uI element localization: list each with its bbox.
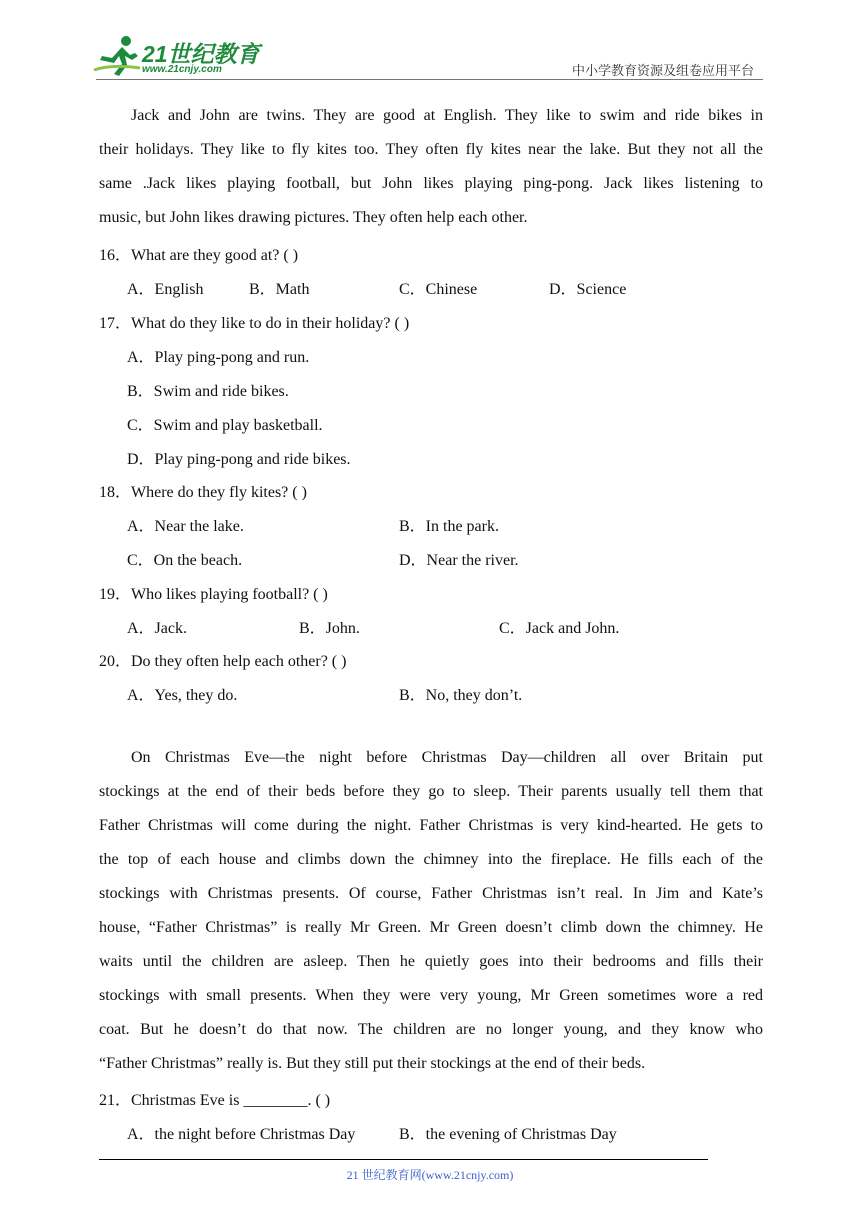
option-18-a: A．Near the lake. bbox=[127, 518, 244, 535]
passage-2-line: “Father Christmas” really is. But they still put their stockings at the end of their beds. bbox=[99, 1055, 646, 1072]
logo-url: www.21cnjy.com bbox=[142, 64, 222, 75]
question-18: 18．Where do they fly kites? ( ) bbox=[99, 484, 307, 501]
option-16-d: D．Science bbox=[549, 281, 627, 298]
option-21-b: B．the evening of Christmas Day bbox=[399, 1126, 617, 1143]
question-20: 20．Do they often help each other? ( ) bbox=[99, 653, 347, 670]
passage-2-line: stockings with Christmas presents. Of course, Father Christmas isn’t real. In Jim and Kate’s bbox=[99, 885, 763, 902]
passage-1 bbox=[99, 99, 763, 235]
option-17-d: D．Play ping-pong and ride bikes. bbox=[127, 451, 351, 468]
question-21: 21．Christmas Eve is ________. ( ) bbox=[99, 1092, 331, 1109]
header-divider bbox=[96, 79, 763, 80]
option-18-c: C．On the beach. bbox=[127, 552, 243, 569]
option-20-a: A．Yes, they do. bbox=[127, 687, 238, 704]
passage-1-line: music, but John likes drawing pictures. They often help each other. bbox=[99, 209, 528, 226]
option-17-c: C．Swim and play basketball. bbox=[127, 417, 323, 434]
passage-2-line: the top of each house and climbs down the chimney into the fireplace. He fills each of the bbox=[99, 851, 763, 868]
option-16-c: C．Chinese bbox=[399, 281, 478, 298]
option-18-b: B．In the park. bbox=[399, 518, 499, 535]
passage-2-line: house, “Father Christmas” is really Mr Green. Mr Green doesn’t climb down the chimney. He bbox=[99, 919, 763, 936]
passage-1-line: Jack and John are twins. They are good at English. They like to swim and ride bikes in bbox=[131, 107, 763, 124]
passage-2-line: Father Christmas will come during the night. Father Christmas is very kind-hearted. He gets to bbox=[99, 817, 763, 834]
option-19-b: B．John. bbox=[299, 620, 360, 637]
option-21-a: A．the night before Christmas Day bbox=[127, 1126, 356, 1143]
passage-1-line: their holidays. They like to fly kites too. They often fly kites near the lake. But they not all the bbox=[99, 141, 763, 158]
footer-text: 21 世纪教育网(www.21cnjy.com) bbox=[346, 1168, 514, 1182]
option-17-a: A．Play ping-pong and run. bbox=[127, 349, 310, 366]
option-20-b: B．No, they don’t. bbox=[399, 687, 523, 704]
passage-2 bbox=[99, 741, 763, 1081]
option-16-b: B．Math bbox=[249, 281, 310, 298]
option-19-c: C．Jack and John. bbox=[499, 620, 620, 637]
question-19: 19．Who likes playing football? ( ) bbox=[99, 586, 328, 603]
option-18-d: D．Near the river. bbox=[399, 552, 519, 569]
header-platform-title: 中小学教育资源及组卷应用平台 bbox=[571, 63, 754, 78]
passage-2-line: On Christmas Eve—the night before Christmas Day—children all over Britain put bbox=[131, 749, 763, 766]
footer-divider bbox=[99, 1159, 708, 1160]
passage-2-line: stockings with small presents. When they were very young, Mr Green sometimes wore a red bbox=[99, 987, 763, 1004]
passage-1-line: same .Jack likes playing football, but John likes playing ping-pong. Jack likes listening to bbox=[99, 175, 763, 192]
option-16-a: A．English bbox=[127, 281, 204, 298]
logo-runner-icon bbox=[92, 34, 142, 78]
question-16: 16．What are they good at? ( ) bbox=[99, 247, 299, 264]
passage-2-line: coat. But he doesn’t do that now. The children are no longer young, and they know who bbox=[99, 1021, 763, 1038]
question-17: 17．What do they like to do in their holiday? ( ) bbox=[99, 315, 410, 332]
option-19-a: A．Jack. bbox=[127, 620, 187, 637]
passage-2-line: waits until the children are asleep. Then he quietly goes into their bedrooms and fills their bbox=[99, 953, 763, 970]
passage-2-line: stockings at the end of their beds before they go to sleep. Their parents usually tell them that bbox=[99, 783, 763, 800]
option-17-b: B．Swim and ride bikes. bbox=[127, 383, 289, 400]
logo-text: 21世纪教育 bbox=[142, 41, 260, 67]
